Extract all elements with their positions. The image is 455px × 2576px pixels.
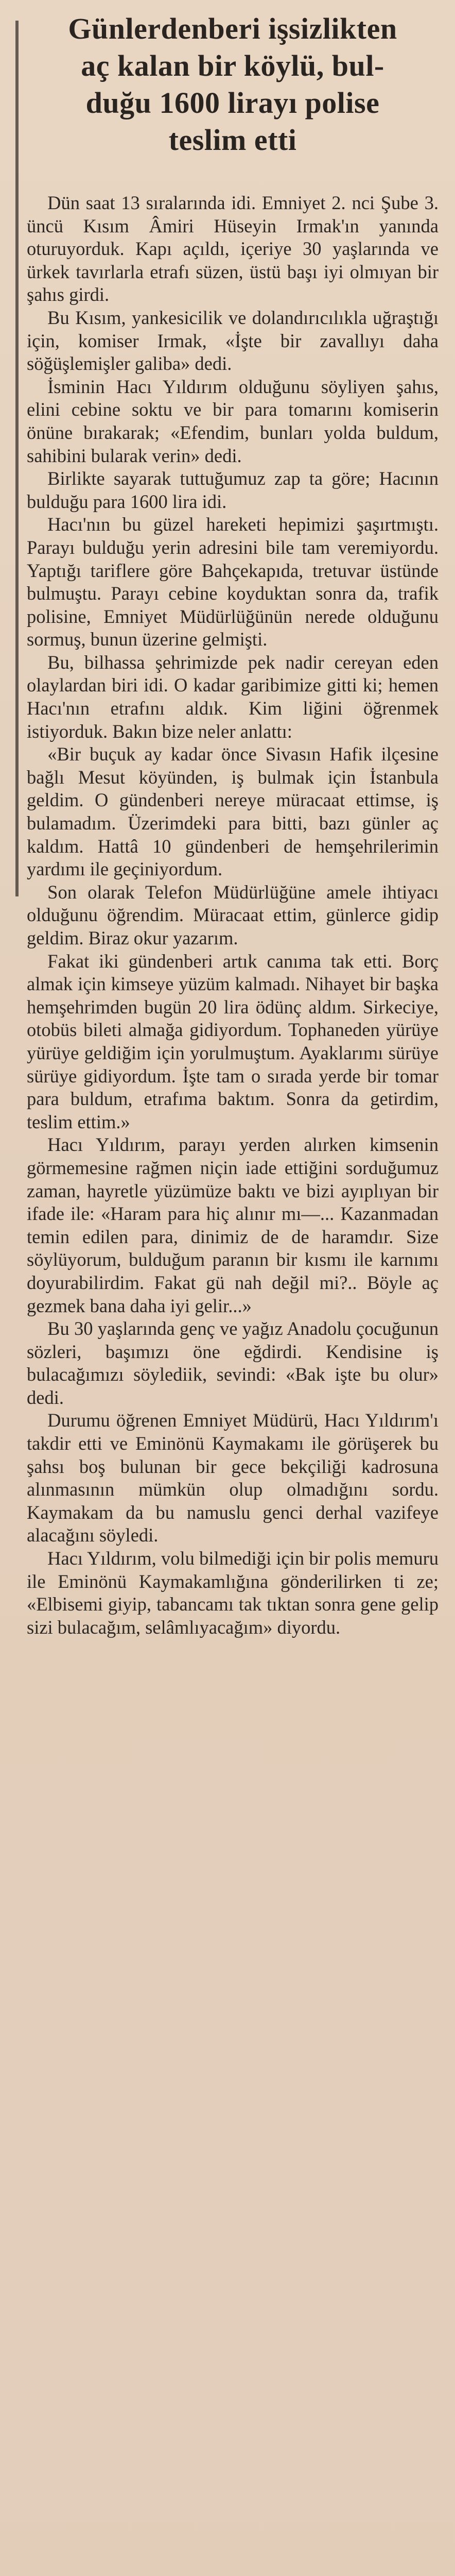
headline-line: aç kalan bir köylü, bul- <box>81 49 384 82</box>
paragraph: Bu, bilhassa şehrimizde pek nadir cereyan eden olaylardan biri idi. O kadar garibimize gitti ki; hemen Hacı'nın etrafını aldık. Kim liğini öğrenmek istiyorduk. Bakın bize neler anlattı: <box>27 651 439 742</box>
paragraph: Bu Kısım, yankesicilik ve dolandırıcılıkla uğraştığı için, komiser Irmak, «İşte bir zavallıyı daha söğüşlemişler galiba» dedi. <box>27 307 439 375</box>
headline <box>27 10 439 159</box>
paragraph: Hacı Yıldırım, volu bilmediği için bir polis memuru ile Eminönü Kaymakamlığına gönderilirken ti ze; «Elbisemi giyip, tabancamı tak tıktan sonra gene gelip sizi bulacağım, selâmlıyacağım» diyordu. <box>27 1548 439 1638</box>
paragraph: Hacı Yıldırım, parayı yerden alırken kimsenin görmemesine rağmen niçin iade ettiğini sorduğumuz zaman, hayretle yüzümüze baktı ve bizi ayıplıyan bir ifade ile: «Haram para hiç alınır mı—... Kazanmadan temin edilen para, dinimiz de de haramdır. Size söylüyorum, bulduğum paranın bir kısmı ile karnımı doyurabilirdim. Fakat gü nah değil mi?.. Böyle aç gezmek bana daha iyi gelir...» <box>27 1134 439 1316</box>
paragraph: Fakat iki gündenberi artık canıma tak etti. Borç almak için kimseye yüzüm kalmadı. Nihayet bir başka hemşehrimden bugün 20 lira ödünç aldım. Sirkeciye, otobüs bileti almağa gidiyordum. Tophaneden yürüye yürüye geldiğim için yorulmuştum. Ayaklarımı sürüye sürüye gidiyordum. İşte tam o sırada yerde bir tomar para buldum, etrafıma baktım. Sonra da getirdim, teslim ettim.» <box>27 950 439 1132</box>
article-body <box>27 192 439 1639</box>
paragraph: Bu 30 yaşlarında genç ve yağız Anadolu çocuğunun sözleri, başımızı öne eğdirdi. Kendisine iş bulacağımızı söylediik, sevindi: «Bak işte bu olur» dedi. <box>27 1318 439 1408</box>
headline-line: Günlerdenberi işsizlikten <box>68 12 397 45</box>
headline-line: duğu 1600 lirayı polise <box>85 86 380 120</box>
paragraph: Birlikte sayarak tuttuğumuz zap ta göre; Hacının bulduğu para 1600 lira idi. <box>27 468 439 512</box>
paragraph: Durumu öğrenen Emniyet Müdürü, Hacı Yıldırım'ı takdir etti ve Eminönü Kaymakamı ile görüşerek bu şahsı boş bulunan bir gece bekçiliği kadrosuna alınmasının mümkün olup olmadığını sordu. Kaymakam da bu namuslu genci derhal vazifeye alacağını söyledi. <box>27 1410 439 1546</box>
paragraph: Dün saat 13 sıralarında idi. Emniyet 2. nci Şube 3. üncü Kısım Âmiri Hüseyin Irmak'ın yanında oturuyorduk. Kapı açıldı, içeriye 30 yaşlarında ve ürkek tavırlarla etrafı süzen, üstü başı iyi olmıyan bir şahıs girdi. <box>27 192 439 306</box>
paragraph: Son olarak Telefon Müdürlüğüne amele ihtiyacı olduğunu öğrendim. Müracaat ettim, günlerce gidip geldim. Biraz okur yazarım. <box>27 881 439 948</box>
paragraph: İsminin Hacı Yıldırım olduğunu söyliyen şahıs, elini cebine soktu ve bir para tomarını komiserin önüne bırakarak; «Efendim, bunları yolda buldum, sahibini bularak verin» dedi. <box>27 376 439 466</box>
column-rule <box>15 21 19 896</box>
paragraph: Hacı'nın bu güzel hareketi hepimizi şaşırtmıştı. Parayı bulduğu yerin adresini bile tam veremiyordu. Yaptığı tariflere göre Bahçekapıda, tretuvar üstünde bulmuştu. Parayı cebine koyduktan sonra da, trafik polisine, Emniyet Müdürlüğünün nerede olduğunu sormuş, bunun üzerine gelmişti. <box>27 514 439 650</box>
paragraph: «Bir buçuk ay kadar önce Sivasın Hafik ilçesine bağlı Mesut köyünden, iş bulmak için İstanbula geldim. O gündenberi nereye müracaat ettimse, iş bulamadım. Üzerimdeki para bitti, bazı günler aç kaldım. Hattâ 10 gündenberi de hemşehrilerimin yardımı ile geçiniyordum. <box>27 743 439 880</box>
headline-line: teslim etti <box>168 123 297 157</box>
